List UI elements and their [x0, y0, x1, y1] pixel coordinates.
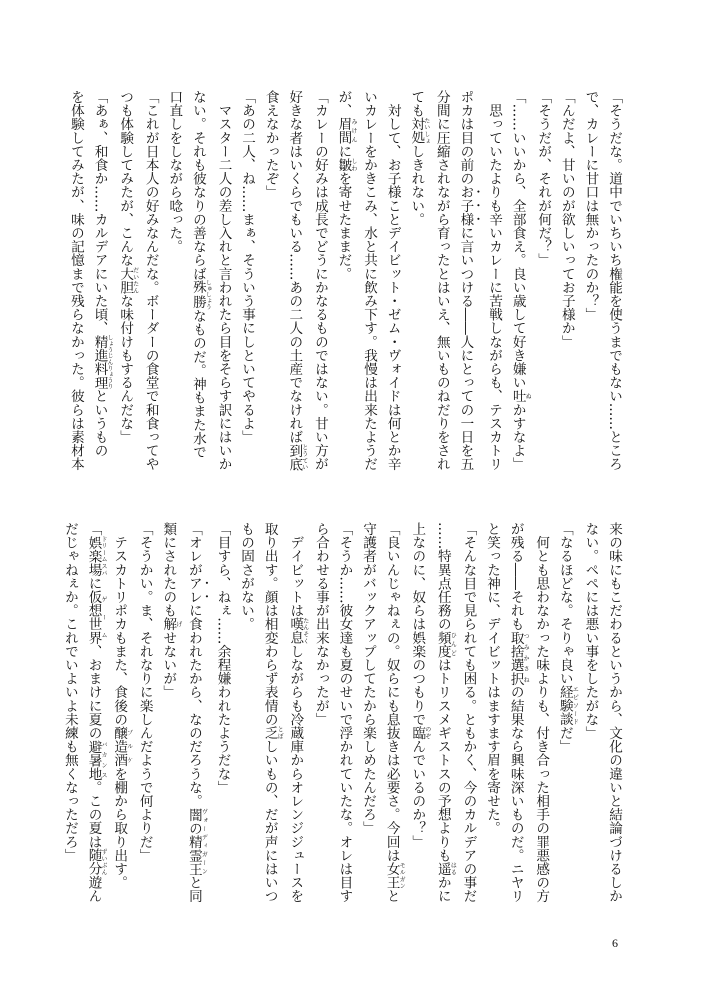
ruby-word: 精進料理しょうじんりょうり: [91, 334, 114, 390]
ruby-word: 醸造酒プルケ: [111, 726, 133, 767]
text-line: 好きな者はいくらでもいる……あの二人の土産でなければ到底とうてい: [286, 90, 308, 471]
ruby-word: 大胆だいたん: [117, 266, 139, 295]
text-line: 「……いいから、全部食え。良い歳して好き嫌い吐ぬかすなよ」: [509, 90, 532, 471]
text-line: 「そうだな。道中でいちいち権能を使うまでもない……ところ: [606, 90, 622, 471]
text-line: 「カレーの好みは成長でどうにかなるものではない。甘い方が: [311, 90, 328, 471]
text-line: もの固さがない。: [238, 522, 255, 631]
text-line: ら合わせる事が出来なかったが」: [312, 522, 329, 726]
emphasized-word: アレ: [185, 576, 202, 604]
text-line: 上なのに、奴らは娯楽のつもりで臨のぞんでいるのか？」: [409, 522, 431, 849]
text-line: 守護者がバックアップしてたから楽しめたんだろ」: [360, 522, 377, 835]
text-line: 「あぁ、和食か……カルデアにいた頃、精進料理しょうじんりょうりというもの: [91, 90, 114, 458]
ruby-word: 頻度ひんど: [434, 630, 457, 658]
text-line: だじゃねぇか。これでいよいよ未練も無くなっただろ」: [61, 522, 78, 862]
text-line: 「これが日本人の好みなんだな。ボーダーの食堂で和食ってや: [142, 90, 159, 471]
text-line: 「娯楽場ドリームスパに仮想世界ゲーム、おまけに夏の避暑地バカンス。この夏は随分ずいぶん遊ん: [85, 522, 108, 903]
text-line: 「そうか……彼女達も夏のせいで浮かれていたな。オレは目す: [336, 522, 353, 903]
text-line: が残る――それも取捨選択つみかさねの結果なら興味深いものだ。ニヤリ: [507, 522, 530, 903]
ruby-word: 遥はる: [434, 862, 457, 876]
text-line: ……特異点任務の頻度ひんどはトリスメギストスの予想よりも遥はるかに: [434, 522, 457, 903]
text-line: 「オレがアレに食われたから、なのだろうな。闇の精霊王ヴォーディガーンと同: [185, 522, 208, 903]
text-line: 「そうだが、それが何だ？」: [535, 90, 552, 267]
ruby-word: 解げ: [160, 617, 182, 631]
ruby-word: 対処たいしょ: [408, 117, 430, 145]
ruby-word: 殊勝しゅしょう: [189, 279, 212, 310]
text-line: 「そんな目で見られても困る。ともかく、今のカルデアの事だ: [460, 522, 477, 903]
text-line: デイビットは嘆息たんそくしながらも冷蔵庫からオレンジジュースを: [287, 522, 309, 903]
text-line: ポカは目の前のお子様に言いつける――人にとっての一日を五: [457, 90, 474, 471]
text-line: 「んだよ、甘いのが欲しいってお子様か」: [558, 90, 575, 349]
ruby-word: 避暑地バカンス: [85, 739, 108, 781]
top-text-block: [63, 90, 625, 486]
text-line: 口直しをしながら唸った。: [166, 90, 183, 254]
ruby-word: 取捨選択つみかさね: [507, 630, 530, 686]
text-line: と笑った神に、デイビットはますます眉を寄せた。: [484, 522, 501, 835]
ruby-word: 闇の精霊王ヴォーディガーン: [185, 807, 208, 876]
text-line: 「なるほどな。そりゃ良い経験談エピソードだ」: [556, 522, 579, 754]
emphasized-word: お子様: [457, 185, 474, 227]
bottom-text-block: [57, 522, 625, 924]
text-line: 対して、お子様ことデイビット・ゼム・ヴォイドは何とか辛: [384, 90, 401, 471]
text-line: ない。ペペには悪い事をしたがな」: [582, 522, 599, 740]
ruby-word: 眉間みけん: [335, 117, 357, 145]
text-line: 「そうかい。ま、それなりに楽しんだようで何よりだ」: [136, 522, 153, 862]
ruby-word: 臨のぞ: [409, 726, 431, 740]
text-line: 「あの二人、ね……まぁ、そういう事にしといてやるよ」: [239, 90, 256, 444]
text-line: 思っていたよりも辛いカレーに苦戦しながらも、テスカトリ: [486, 90, 503, 471]
ruby-word: 皺しわ: [335, 158, 357, 172]
text-line: で、カレーに甘口は無かったのか？」: [582, 90, 599, 322]
ruby-word: 経験談エピソード: [556, 685, 579, 727]
text-line: マスター二人の差し入れと言われたら目をそらす訳にはいか: [215, 90, 232, 471]
text-line: つも体験してみたが、こんな大胆だいたんな味付けもするんだな」: [117, 90, 139, 444]
ruby-word: 女王モルガン: [383, 862, 406, 890]
ruby-word: 乏とぼ: [261, 726, 284, 740]
text-line: が、眉間みけんに皺しわを寄せたままだ。: [335, 90, 357, 281]
text-line: テスカトリポカもまた、食後の醸造酒プルケを棚から取り出す。: [111, 522, 133, 890]
text-line: 取り出す。顔は相変わらず表情の乏とぼしいもの、だが声にはいつ: [261, 522, 284, 903]
text-line: いカレーをかきこみ、水と共に飲み下す。我慢は出来たようだ: [361, 90, 378, 471]
ruby-word: 嘆息たんそく: [287, 617, 309, 645]
text-line: を体験してみたが、味の記憶まで残らなかった。彼らは素材本: [67, 90, 84, 471]
text-line: 「良いんじゃねぇの。奴らにも息抜きは必要さ。今回は女王モルガンと: [383, 522, 406, 903]
ruby-word: 随分ずいぶん: [85, 848, 108, 876]
text-line: ない。それも彼なりの善ならば殊勝しゅしょうなものだ。神もまた水で: [189, 90, 212, 459]
text-line: 分間に圧縮されながら育ったとはいえ、無いものねだりをされ: [433, 90, 450, 471]
text-line: 「目すら、ねぇ……余程嫌われたようだな」: [214, 522, 231, 794]
ruby-word: 娯楽場ドリームスパ: [85, 535, 108, 577]
text-line: 何とも思わなかった味よりも、付き合った相手の罪悪感の方: [533, 522, 550, 903]
page-number: 6: [612, 936, 618, 950]
text-line: 来の味にもこだわるというから、文化の違いと結論づけるしか: [606, 522, 622, 903]
ruby-word: 到底とうてい: [286, 443, 308, 471]
text-line: 類にされたのも解げせないが」: [160, 522, 182, 699]
text-line: 食えなかったぞ」: [262, 90, 279, 199]
ruby-word: 吐ぬ: [509, 389, 532, 403]
ruby-word: 仮想世界ゲーム: [85, 590, 108, 645]
text-line: ても対処たいしょしきれない。: [408, 90, 430, 227]
